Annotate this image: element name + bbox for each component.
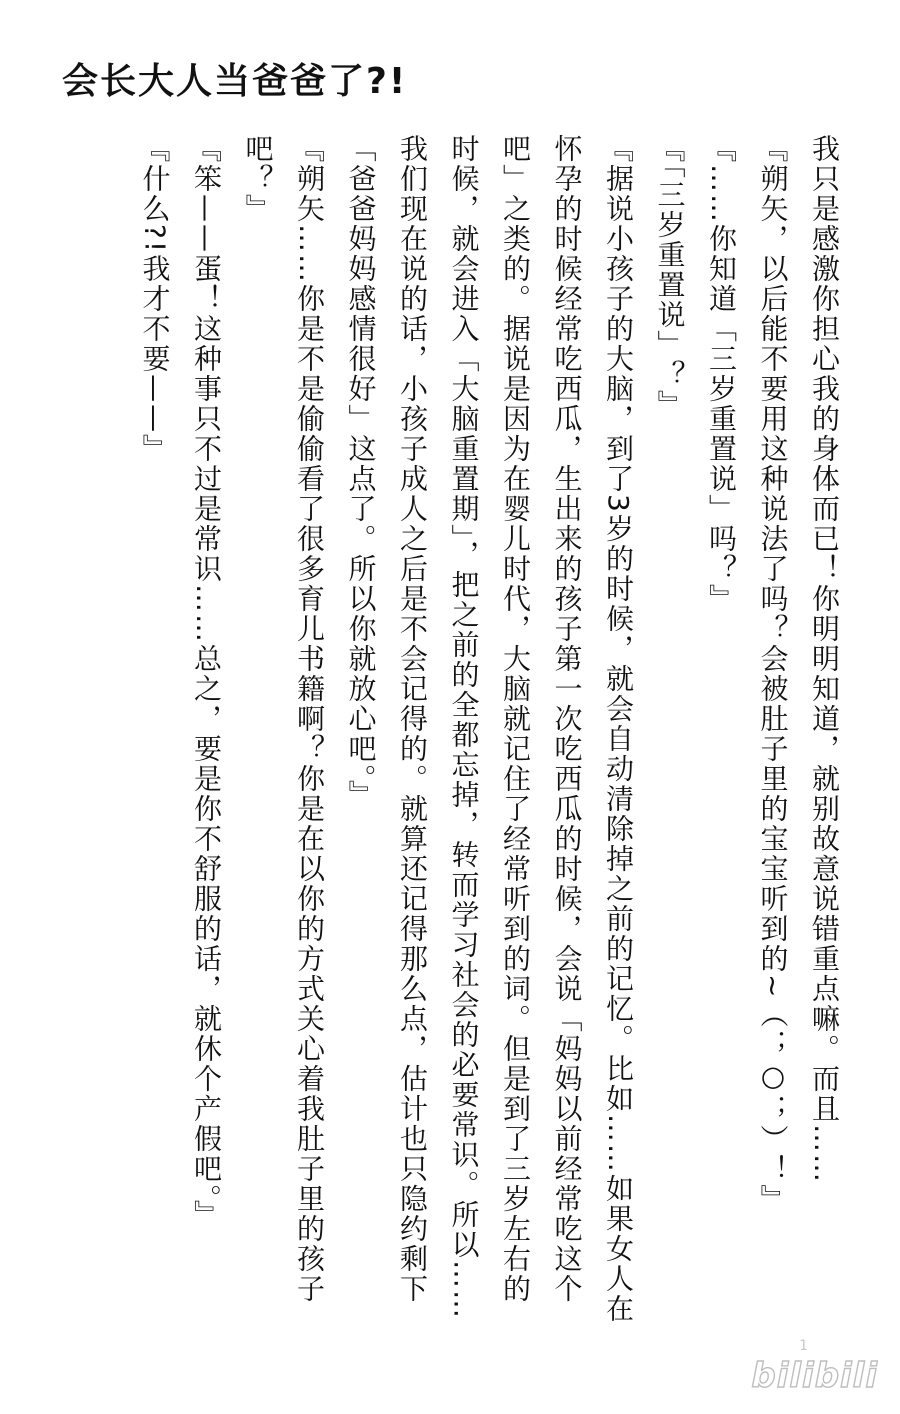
paragraph: 我只是感激你担心我的身体而已！你明明知道，就别故意说错重点嘛。而且…… (808, 134, 841, 1184)
paragraph: 『什么?!我才不要——』 (138, 134, 172, 465)
paragraph: 『朔矢……你是不是偷偷看了很多育儿书籍啊？你是在以你的方式关心着我肚子里的孩子吧？』 (241, 134, 326, 1304)
paragraph: 『「三岁重置说」？』 (653, 134, 687, 420)
vertical-text-block (50, 134, 850, 1324)
paragraph: 『据说小孩子的大脑，到了3岁的时候，就会自动清除掉之前的记忆。比如……如果女人在怀孕的时候经常吃西瓜，生出来的孩子第一次吃西瓜的时候，会说「妈妈以前经常吃这个吧」之类的。据说是因为在婴儿时代，大脑就记住了经常听到的词。但是到了三岁左右的时候，就会进入「大脑重置期」，把之前的全都忘掉，转而学习社会的必要常识。所以……我们现在说的话，小孩子成人之后是不会记得的。就算还记得那么点，估计也只隐约剩下「爸爸妈妈感情很好」这点了。所以你就放心吧。』 (344, 134, 635, 1324)
paragraph: 『朔矢，以后能不要用这种说法了吗？会被肚子里的宝宝听到的~（；○；）！』 (756, 134, 790, 1215)
page-title: 会长大人当爸爸了?! (62, 61, 408, 102)
bilibili-logo-watermark: bilibili (751, 1356, 878, 1396)
paragraph: 『……你知道「三岁重置说」吗？』 (705, 134, 738, 614)
watermark-mark: 1 (799, 1338, 808, 1354)
paragraph: 『笨——蛋！这种事只不过是常识……总之，要是你不舒服的话，就休个产假吧。』 (190, 134, 223, 1230)
